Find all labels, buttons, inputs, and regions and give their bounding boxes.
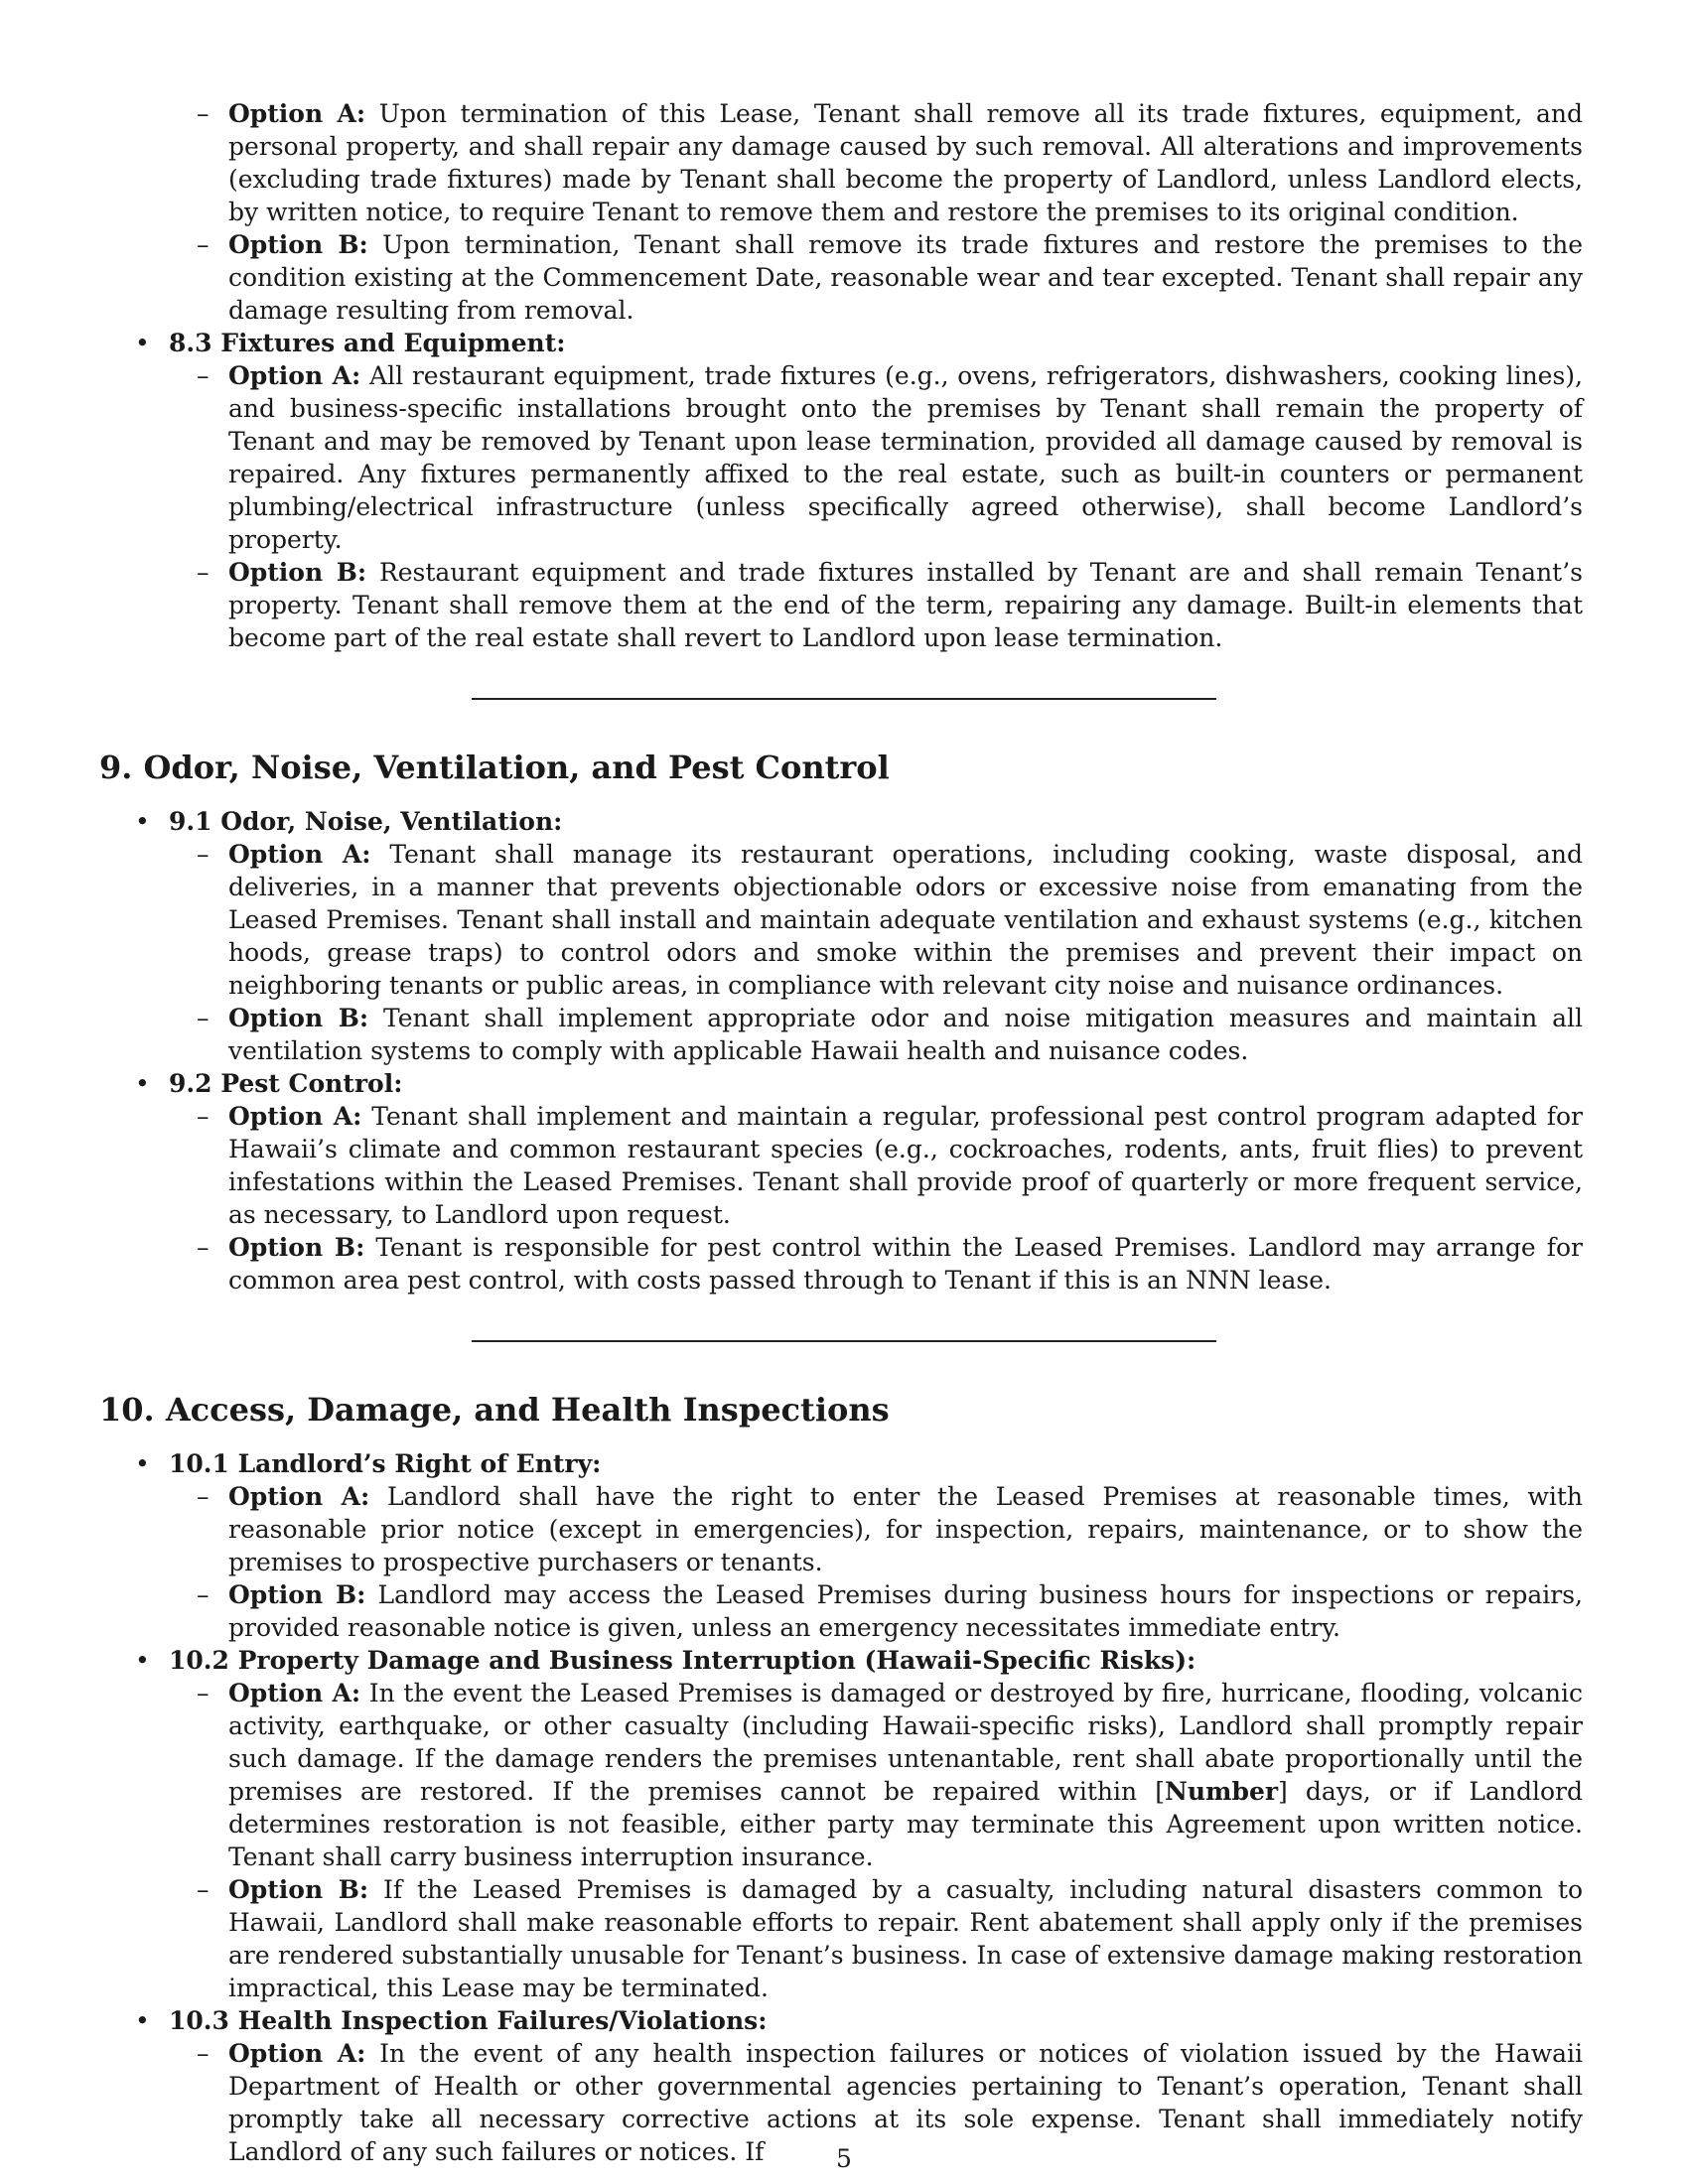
option-item bbox=[99, 1002, 1589, 1067]
option-text: Tenant shall implement appropriate odor and noise mitigation measures and maintain all ventilation systems to comply with applicable Hawaii health and nuisance codes. bbox=[228, 1004, 1584, 1065]
option-text: All restaurant equipment, trade fixtures (e.g., ovens, refrigerators, dishwashers, cooking lines), and business-specific installations brought onto the premises by Tenant shall remain the property of Tenant and may be removed by Tenant upon lease termination, provided all damage caused by removal is repaired. Any fixtures permanently affixed to the real estate, such as built-in counters or permanent plumbing/electrical infrastructure (unless specifically agreed otherwise), shall become Landlord’s property. bbox=[228, 361, 1584, 554]
option-label: Option B: bbox=[228, 558, 367, 587]
option-text: In the event of any health inspection failures or notices of violation issued by the Hawaii Department of Health or other governmental agencies pertaining to Tenant’s operation, Tenant shall promptly take all necessary corrective actions at its sole expense. Tenant shall immediately notify Landlord of any such failures or notices. If bbox=[228, 2039, 1584, 2166]
subsection-heading: • 10.1 Landlord’s Right of Entry: bbox=[99, 1447, 1589, 1480]
option-label: Option B: bbox=[228, 230, 368, 259]
option-item bbox=[99, 556, 1589, 654]
option-label: Option B: bbox=[228, 1233, 365, 1262]
subsection-heading: • 9.2 Pest Control: bbox=[99, 1067, 1589, 1100]
option-label: Option A: bbox=[228, 361, 361, 390]
option-item bbox=[99, 838, 1589, 1002]
option-label: Option A: bbox=[228, 1679, 361, 1707]
option-text: Upon termination of this Lease, Tenant shall remove all its trade fixtures, equipment, and personal property, and shall repair any damage caused by such removal. All alterations and improvements (excluding trade fixtures) made by Tenant shall become the property of Landlord, unless Landlord elects, by written notice, to require Tenant to remove them and restore the premises to its original condition. bbox=[228, 99, 1583, 226]
option-label: Option A: bbox=[228, 1102, 362, 1131]
option-text: Tenant is responsible for pest control within the Leased Premises. Landlord may arrange for common area pest control, with costs passed through to Tenant if this is an NNN lease. bbox=[228, 1233, 1584, 1295]
option-item bbox=[99, 97, 1589, 228]
option-text: In the event the Leased Premises is damaged or destroyed by fire, hurricane, flooding, volcanic activity, earthquake, or other casualty (including Hawaii-specific risks), Landlord shall promptly repair such damage. If the damage renders the premises untenantable, rent shall abate proportionally until the premises are restored. If the premises cannot be repaired within [ bbox=[228, 1679, 1583, 1806]
option-label: Option A: bbox=[228, 99, 366, 128]
section-title: 9. Odor, Noise, Ventilation, and Pest Control bbox=[99, 749, 890, 786]
subsection-heading: • 10.2 Property Damage and Business Interruption (Hawaii-Specific Risks): bbox=[99, 1644, 1589, 1677]
option-item bbox=[99, 1480, 1589, 1578]
option-text: Upon termination, Tenant shall remove its trade fixtures and restore the premises to the condition existing at the Commencement Date, reasonable wear and tear excepted. Tenant shall repair any damage resulting from removal. bbox=[228, 230, 1583, 325]
section-divider bbox=[472, 1340, 1216, 1342]
option-text: Restaurant equipment and trade fixtures installed by Tenant are and shall remain Tenant’s property. Tenant shall remove them at the end of the term, repairing any damage. Built-in elements that become part of the real estate shall revert to Landlord upon lease termination. bbox=[228, 558, 1583, 652]
option-text: ] days, or if Landlord determines restoration is not feasible, either party may terminate this Agreement upon written notice. Tenant shall carry business interruption insurance. bbox=[228, 1777, 1583, 1871]
number-placeholder: Number bbox=[1165, 1777, 1279, 1806]
option-label: Option B: bbox=[228, 1004, 369, 1032]
subsection-heading: • 8.3 Fixtures and Equipment: bbox=[99, 327, 1589, 359]
option-item bbox=[99, 1873, 1589, 2004]
subsection-heading: • 9.1 Odor, Noise, Ventilation: bbox=[99, 805, 1589, 838]
section-title: 10. Access, Damage, and Health Inspections bbox=[99, 1391, 890, 1429]
option-label: Option A: bbox=[228, 840, 371, 869]
option-text: Landlord shall have the right to enter the Leased Premises at reasonable times, with reasonable prior notice (except in emergencies), for inspection, repairs, maintenance, or to show the premises to prospective purchasers or tenants. bbox=[228, 1482, 1584, 1576]
option-text: Tenant shall implement and maintain a regular, professional pest control program adapted for Hawaii’s climate and common restaurant species (e.g., cockroaches, rodents, ants, fruit flies) to prevent infestations within the Leased Premises. Tenant shall provide proof of quarterly or more frequent service, as necessary, to Landlord upon request. bbox=[228, 1102, 1583, 1229]
option-item bbox=[99, 1677, 1589, 1873]
option-item bbox=[99, 1578, 1589, 1644]
option-item bbox=[99, 1231, 1589, 1297]
option-item bbox=[99, 1100, 1589, 1231]
option-label: Option A: bbox=[228, 2039, 366, 2068]
option-text: Tenant shall manage its restaurant operations, including cooking, waste disposal, and deliveries, in a manner that prevents objectionable odors or excessive noise from emanating from the Leased Premises. Tenant shall install and maintain adequate ventilation and exhaust systems (e.g., kitchen hoods, grease traps) to control odors and smoke within the premises and prevent their impact on neighboring tenants or public areas, in compliance with relevant city noise and nuisance ordinances. bbox=[228, 840, 1584, 1000]
option-text: If the Leased Premises is damaged by a casualty, including natural disasters common to Hawaii, Landlord shall make reasonable efforts to repair. Rent abatement shall apply only if the premises are rendered substantially unusable for Tenant’s business. In case of extensive damage making restoration impractical, this Lease may be terminated. bbox=[228, 1875, 1584, 2002]
page-content bbox=[99, 97, 1589, 2168]
option-item bbox=[99, 359, 1589, 556]
subsection-heading: • 10.3 Health Inspection Failures/Violations: bbox=[99, 2004, 1589, 2037]
option-label: Option B: bbox=[228, 1580, 366, 1609]
page-number: 5 bbox=[836, 2144, 852, 2173]
section-divider bbox=[472, 698, 1216, 700]
option-label: Option B: bbox=[228, 1875, 369, 1904]
option-item bbox=[99, 228, 1589, 327]
option-text: Landlord may access the Leased Premises during business hours for inspections or repairs, provided reasonable notice is given, unless an emergency necessitates immediate entry. bbox=[228, 1580, 1583, 1642]
option-label: Option A: bbox=[228, 1482, 370, 1511]
